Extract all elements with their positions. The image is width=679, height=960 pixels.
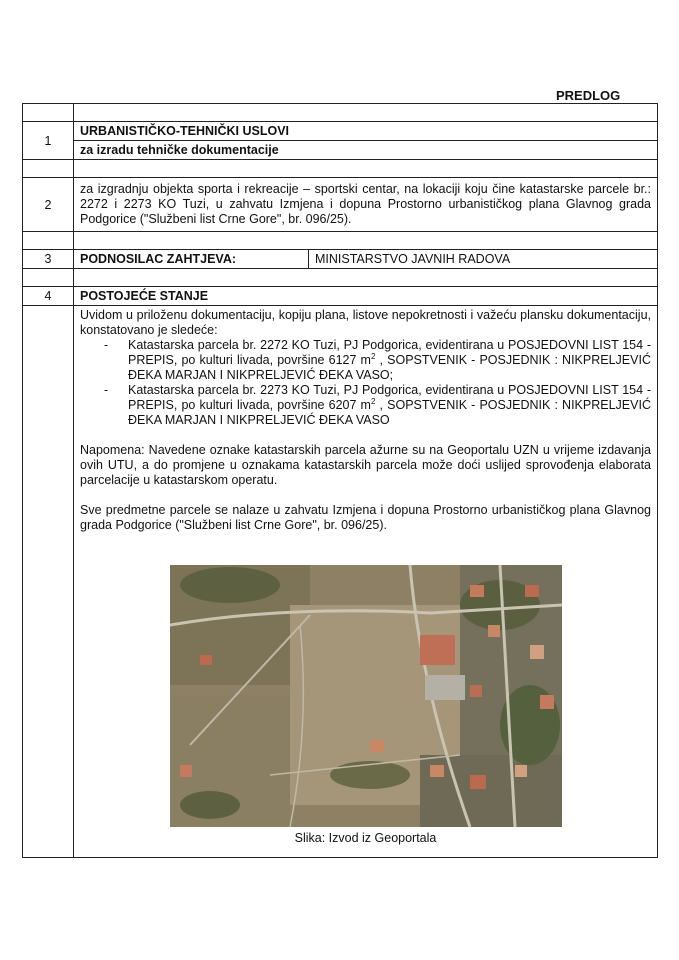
row-project-description: [23, 178, 657, 232]
row-urban-technical-conditions: [23, 122, 657, 160]
note-paragraph: Napomena: Navedene oznake katastarskih parcela ažurne su na Geoportalu UZN u vrijeme izdavanja ovih UTU, a do promjene u oznakama katastarskih parcela može doći uslijed sprovođenja elaborata parcelacije u katastarskom operatu.: [80, 443, 651, 487]
spacer-row: [23, 104, 657, 122]
row-number: 4: [23, 287, 74, 305]
row-existing-state-body: [23, 306, 657, 857]
parcel-list: [80, 338, 651, 428]
intro-paragraph: Uvidom u priloženu dokumentaciju, kopiju plana, listove nepokretnosti i važeću plansku dokumentaciju, konstatovano je sledeće:: [80, 308, 651, 337]
spacer-row: [23, 269, 657, 287]
row-number: 2: [23, 178, 74, 231]
section-title: POSTOJEĆE STANJE: [80, 289, 209, 303]
section-title: URBANISTIČKO-TEHNIČKI USLOVI: [80, 124, 290, 138]
conditions-table: [22, 103, 658, 858]
spacer-row: [23, 232, 657, 250]
row-number: 1: [23, 122, 74, 159]
map-caption: Slika: Izvod iz Geoportala: [294, 831, 437, 845]
parcel-item: - Katastarska parcela br. 2272 KO Tuzi, PJ Podgorica, evidentirana u POSJEDOVNI LIST 154 - PREPIS, po kulturi livada, površine 6127 $m^2$ , SOPSTVENIK - POSJEDNIK : NIKPRELJEVIĆ ĐEKA MARJAN I NIKPRELJEVIĆ ĐEKA VASO;: [80, 338, 651, 383]
project-description: za izgradnju objekta sporta i rekreacije – sportski centar, na lokaciji koju čine katastarske parcele br.: 2272 i 2273 KO Tuzi, u zahvatu Izmjena i dopuna Prostorno urbanističkog plana Glavnog grada Podgorice ("Službeni list Crne Gore", br. 096/25).: [80, 182, 651, 226]
parcel-item: - Katastarska parcela br. 2273 KO Tuzi, PJ Podgorica, evidentirana u POSJEDOVNI LIST 154 - PREPIS, po kulturi livada, površine 6207 $m^2$ , SOPSTVENIK - POSJEDNIK : NIKPRELJEVIĆ ĐEKA MARJAN I NIKPRELJEVIĆ ĐEKA VASO: [80, 383, 651, 428]
row-existing-state-header: [23, 287, 657, 306]
row-number: 3: [23, 250, 74, 268]
geoportal-map-image: [170, 565, 562, 827]
applicant-value: MINISTARSTVO JAVNIH RADOVA: [315, 252, 511, 266]
row-applicant: [23, 250, 657, 269]
document-status-label: PREDLOG: [556, 88, 621, 103]
section-subtitle: za izradu tehničke dokumentacije: [74, 140, 657, 159]
scope-paragraph: Sve predmetne parcele se nalaze u zahvatu Izmjena i dopuna Prostorno urbanističkog plana Glavnog grada Podgorice ("Službeni list Crne Gore", br. 096/25).: [80, 503, 651, 532]
applicant-label: PODNOSILAC ZAHTJEVA:: [74, 250, 309, 268]
spacer-row: [23, 160, 657, 178]
